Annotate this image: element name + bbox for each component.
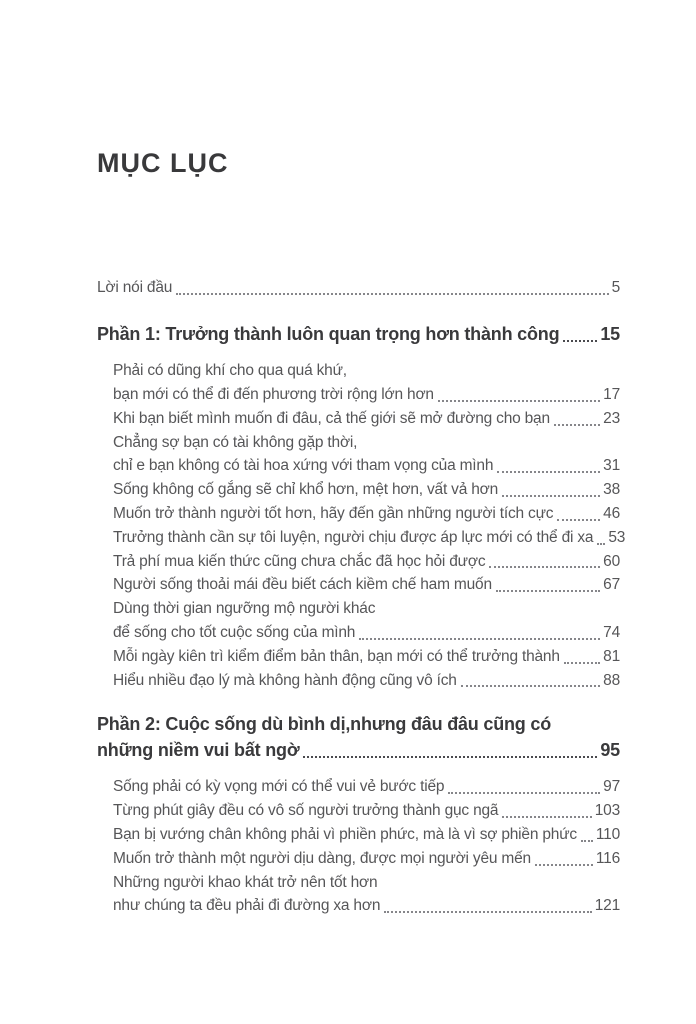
section-heading-line — [97, 712, 620, 738]
entry-text: Bạn bị vướng chân không phải vì phiền phức, mà là vì sợ phiền phức — [113, 826, 577, 844]
entry-text: Những người khao khát trở nên tốt hơn — [113, 873, 378, 891]
section-entries — [97, 359, 626, 692]
entry-text: Sống không cố gắng sẽ chỉ khổ hơn, mệt hơn, vất vả hơn — [113, 481, 499, 499]
dot-leader — [581, 840, 593, 842]
entry-line — [113, 799, 620, 823]
page-number: 53 — [608, 528, 626, 546]
entry-line — [113, 359, 620, 383]
section-heading-line — [97, 738, 620, 764]
dot-leader — [303, 756, 597, 758]
entry-line — [113, 871, 620, 895]
section-heading — [97, 322, 620, 348]
section-entries — [97, 775, 620, 918]
entry-text: Mỗi ngày kiên trì kiểm điểm bản thân, bạn mới có thể trưởng thành — [113, 647, 560, 665]
dot-leader — [554, 424, 600, 426]
toc-entry — [113, 550, 620, 574]
entry-line — [113, 823, 620, 847]
entry-text: Lời nói đầu — [97, 279, 173, 296]
entry-text: những niềm vui bất ngờ — [97, 739, 300, 760]
page-number: 38 — [603, 481, 620, 499]
toc-entry — [113, 871, 620, 919]
entry-text: Phần 2: Cuộc sống dù bình dị,nhưng đâu đâu cũng có — [97, 714, 552, 735]
section-heading — [97, 712, 620, 763]
page-number: 103 — [594, 802, 620, 820]
preface-row — [97, 276, 620, 300]
dot-leader — [597, 543, 605, 545]
entry-line — [113, 431, 620, 455]
toc-entry — [113, 526, 626, 550]
toc-entry — [113, 669, 620, 693]
toc-entry — [113, 645, 620, 669]
page-number: 46 — [603, 505, 620, 523]
page-number: 74 — [603, 624, 620, 642]
dot-leader — [489, 566, 600, 568]
page-number: 67 — [603, 576, 620, 594]
toc-entry — [113, 847, 620, 871]
entry-line — [113, 383, 620, 407]
entry-text: Phần 1: Trưởng thành luôn quan trọng hơn thành công — [97, 323, 560, 344]
page-number: 121 — [594, 897, 620, 915]
page-number: 97 — [603, 778, 620, 796]
entry-line — [113, 847, 620, 871]
entry-text: để sống cho tốt cuộc sống của mình — [113, 624, 356, 642]
toc-entry — [113, 823, 620, 847]
entry-text: Hiểu nhiều đạo lý mà không hành động cũng vô ích — [113, 671, 457, 689]
toc-entry — [113, 407, 620, 431]
dot-leader — [496, 590, 600, 592]
page-number: 23 — [603, 409, 620, 427]
page-number: 88 — [603, 671, 620, 689]
entry-text: Khi bạn biết mình muốn đi đâu, cả thế giới sẽ mở đường cho bạn — [113, 409, 550, 427]
entry-line — [113, 573, 620, 597]
entry-text: như chúng ta đều phải đi đường xa hơn — [113, 897, 381, 915]
entry-line — [113, 502, 620, 526]
toc-entry — [113, 359, 620, 407]
dot-leader — [359, 638, 600, 640]
entry-line — [113, 454, 620, 478]
dot-leader — [502, 495, 600, 497]
dot-leader — [564, 662, 600, 664]
toc-entry — [113, 597, 620, 645]
dot-leader — [557, 519, 600, 521]
entry-line — [113, 669, 620, 693]
page-number: 5 — [611, 279, 620, 296]
entry-text: Trả phí mua kiến thức cũng chưa chắc đã học hỏi được — [113, 552, 486, 570]
toc-entry — [113, 502, 620, 526]
entry-text: Người sống thoải mái đều biết cách kiềm chế ham muốn — [113, 576, 492, 594]
entry-text: Muốn trở thành một người dịu dàng, được mọi người yêu mến — [113, 849, 531, 867]
entry-line — [113, 526, 626, 550]
dot-leader — [176, 293, 608, 295]
page-number: 95 — [600, 739, 620, 760]
dot-leader — [563, 340, 597, 342]
entry-line — [113, 621, 620, 645]
toc-entry — [113, 775, 620, 799]
entry-text: bạn mới có thể đi đến phương trời rộng lớn hơn — [113, 386, 434, 404]
entry-line — [113, 894, 620, 918]
dot-leader — [535, 864, 593, 866]
entry-line — [113, 597, 620, 621]
page-number: 81 — [603, 647, 620, 665]
entry-text: Chẳng sợ bạn có tài không gặp thời, — [113, 433, 358, 451]
toc-entry — [113, 799, 620, 823]
dot-leader — [448, 792, 600, 794]
dot-leader — [502, 816, 591, 818]
toc-entry — [113, 573, 620, 597]
entry-line — [113, 478, 620, 502]
page-number: 110 — [595, 826, 620, 844]
entry-text: Phải có dũng khí cho qua quá khứ, — [113, 362, 347, 380]
entry-text: Từng phút giây đều có vô số người trưởng thành gục ngã — [113, 802, 499, 820]
page-number: 60 — [603, 552, 620, 570]
entry-text: chỉ e bạn không có tài hoa xứng với tham vọng của mình — [113, 457, 494, 475]
page-number: 31 — [603, 457, 620, 475]
toc-list — [97, 276, 626, 918]
page-number: 116 — [595, 849, 620, 867]
entry-line — [113, 645, 620, 669]
toc-entry — [113, 478, 620, 502]
entry-line — [113, 775, 620, 799]
dot-leader — [438, 400, 600, 402]
entry-text: Dùng thời gian ngưỡng mộ người khác — [113, 600, 376, 618]
dot-leader — [384, 911, 592, 913]
entry-line — [113, 407, 620, 431]
entry-text: Sống phải có kỳ vọng mới có thể vui vẻ bước tiếp — [113, 778, 445, 796]
dot-leader — [461, 685, 600, 687]
entry-text: Muốn trở thành người tốt hơn, hãy đến gần những người tích cực — [113, 505, 554, 523]
entry-line — [113, 550, 620, 574]
page-number: 15 — [600, 323, 620, 344]
toc-entry — [113, 431, 620, 479]
page-number: 17 — [603, 386, 620, 404]
section-heading-line — [97, 322, 620, 348]
entry-text: Trưởng thành cần sự tôi luyện, người chịu được áp lực mới có thể đi xa — [113, 528, 594, 546]
dot-leader — [497, 471, 600, 473]
page-title: MỤC LỤC — [97, 148, 229, 178]
